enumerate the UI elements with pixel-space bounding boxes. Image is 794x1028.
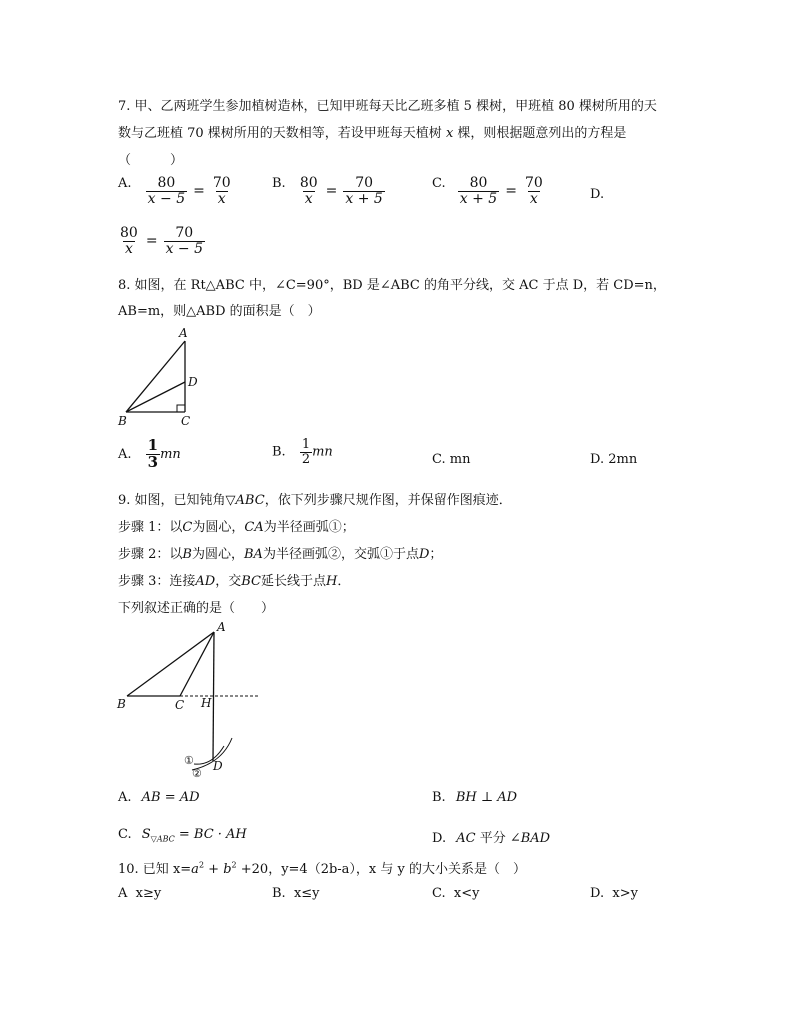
q7-option-d[interactable]	[118, 226, 205, 256]
q9-construction-figure	[112, 618, 272, 783]
q7-line2-b: 棵，则根据题意列出的方程是	[453, 126, 627, 141]
q9-arc-1	[192, 738, 232, 770]
q9-label-a: A	[217, 620, 226, 634]
q9-label-c: C	[175, 698, 185, 712]
q8-option-b-label: B.	[272, 444, 286, 460]
q9-step1: 步骤 1：以C为圆心，CA为半径画弧①；	[118, 520, 355, 535]
q7-option-d-label[interactable]: D.	[590, 187, 605, 202]
q7-option-a-equation: $\frac{80}{x - 5}$ = $\frac{70}{x}$	[147, 175, 231, 207]
q10-option-b-text: x≤y	[293, 886, 320, 901]
q7-option-b-frac1: $\frac{80}{x}$	[299, 175, 318, 207]
q7-option-a-label: A.	[118, 176, 132, 191]
q7-line2-a: 数与乙班植 70 棵树所用的天数相等，若设甲班每天植树	[118, 126, 446, 141]
q7-option-d-frac2: $\frac{70}{x - 5}$	[165, 225, 203, 257]
q8-label-b: B	[118, 414, 127, 428]
q7-option-c-label: C.	[432, 176, 446, 191]
q10-option-d[interactable]: D. x>y	[590, 886, 638, 901]
q7-option-c-equation: $\frac{80}{x + 5}$ = $\frac{70}{x}$	[459, 175, 543, 207]
q10-option-c[interactable]: C. x<y	[432, 886, 480, 901]
q9-side-ac	[180, 632, 214, 696]
q10-option-c-text: x<y	[453, 886, 480, 901]
q7-variable-x: x	[445, 126, 454, 141]
q8-option-d-text: 2mn	[608, 452, 638, 467]
q9-prompt: 下列叙述正确的是（ ）	[118, 601, 275, 616]
q7-bracket: （ ）	[118, 153, 184, 168]
q10-option-a-text: x≥y	[135, 886, 162, 901]
q7-option-a[interactable]	[118, 176, 233, 206]
q10-option-a[interactable]: A x≥y	[118, 886, 162, 901]
q9-arc-1-label: ①	[184, 754, 194, 767]
q8-option-c-text: mn	[449, 452, 471, 467]
q7-option-a-frac1: $\frac{80}{x - 5}$	[147, 175, 186, 207]
q9-segment-ad	[213, 632, 214, 761]
q9-option-a[interactable]: A. AB = AD	[118, 790, 200, 805]
q8-triangle-figure	[112, 322, 212, 430]
q8-option-a[interactable]	[118, 438, 181, 471]
q7-option-a-frac2: $\frac{70}{x}$	[212, 175, 231, 207]
q10-option-d-text: x>y	[612, 886, 638, 901]
q8-option-a-frac: $\frac{1}{3}$	[147, 436, 159, 471]
q9-line1: 9. 如图，已知钝角▽ABC，依下列步骤尺规作图，并保留作图痕迹．	[118, 493, 512, 508]
q8-option-b-frac: $\frac{1}{2}$	[301, 437, 311, 467]
q8-line2: AB=m，则△ABD 的面积是（ ）	[118, 304, 321, 319]
q8-label-a: A	[179, 326, 188, 340]
q7-line1: 7. 甲、乙两班学生参加植树造林，已知甲班每天比乙班多植 5 棵树，甲班植 80 棵树所用的天	[118, 99, 657, 114]
q9-option-a-text: AB = AD	[141, 790, 200, 805]
q8-option-c[interactable]	[432, 452, 470, 467]
q10-stem: 10. 已知 $x=a^2 + b^2 +20$，y=4（2b-a），x 与 y 的大小关系是（ ）	[118, 860, 527, 877]
q9-step3: 步骤 3：连接AD，交BC延长线于点H．	[118, 574, 351, 589]
q9-option-c[interactable]: C. $S_{▽ABC}$ = BC · AH	[118, 827, 247, 844]
q7-option-c[interactable]	[432, 176, 545, 206]
q9-side-ab	[127, 632, 214, 696]
q9-option-b-text: BH ⊥ AD	[455, 790, 518, 805]
q7-option-b[interactable]	[272, 176, 385, 206]
q10-option-b[interactable]: B. x≤y	[272, 886, 320, 901]
q9-arc-2-label: ②	[192, 767, 202, 780]
q9-step2: 步骤 2：以B为圆心，BA为半径画弧②，交弧①于点D；	[118, 547, 443, 562]
q8-option-d-label: D.	[590, 452, 605, 467]
q8-label-c: C	[181, 414, 191, 428]
q7-option-b-label: B.	[272, 176, 286, 191]
q9-option-b[interactable]: B. BH ⊥ AD	[432, 790, 518, 805]
q8-side-ab	[126, 341, 185, 412]
q7-line2	[118, 122, 626, 141]
q7-option-b-frac2: $\frac{70}{x + 5}$	[345, 175, 383, 207]
q8-right-angle-mark	[177, 405, 185, 412]
q7-option-d-equation: $\frac{80}{x}$ = $\frac{70}{x - 5}$	[120, 225, 203, 257]
q8-option-a-tail: mn	[160, 446, 181, 462]
q9-option-d[interactable]: D. AC 平分 ∠BAD	[432, 831, 551, 846]
q8-option-a-label: A.	[118, 446, 132, 462]
q9-option-c-text: $S_{▽ABC}$ = BC · AH	[141, 827, 247, 844]
q7-option-d-frac1: $\frac{80}{x}$	[120, 225, 138, 257]
q7-option-b-equation: $\frac{80}{x}$ = $\frac{70}{x + 5}$	[299, 175, 383, 207]
q9-triangle-abc: ▽ABC	[225, 493, 265, 508]
q8-label-d: D	[188, 375, 198, 389]
q8-option-d[interactable]	[590, 452, 637, 467]
q8-option-c-label: C.	[432, 452, 446, 467]
q9-label-h: H	[201, 696, 212, 710]
q8-bisector-bd	[126, 382, 185, 412]
q8-line1: 8. 如图，在 Rt△ABC 中，∠C=90°，BD 是∠ABC 的角平分线，交 AC 于点 D，若 CD=n，	[118, 278, 666, 293]
q9-label-b: B	[117, 697, 126, 711]
q9-label-d: D	[213, 759, 223, 773]
q8-option-b[interactable]	[272, 438, 333, 466]
q8-option-b-tail: mn	[312, 444, 333, 460]
q7-option-c-frac1: $\frac{80}{x + 5}$	[459, 175, 498, 207]
q7-option-c-frac2: $\frac{70}{x}$	[524, 175, 543, 207]
